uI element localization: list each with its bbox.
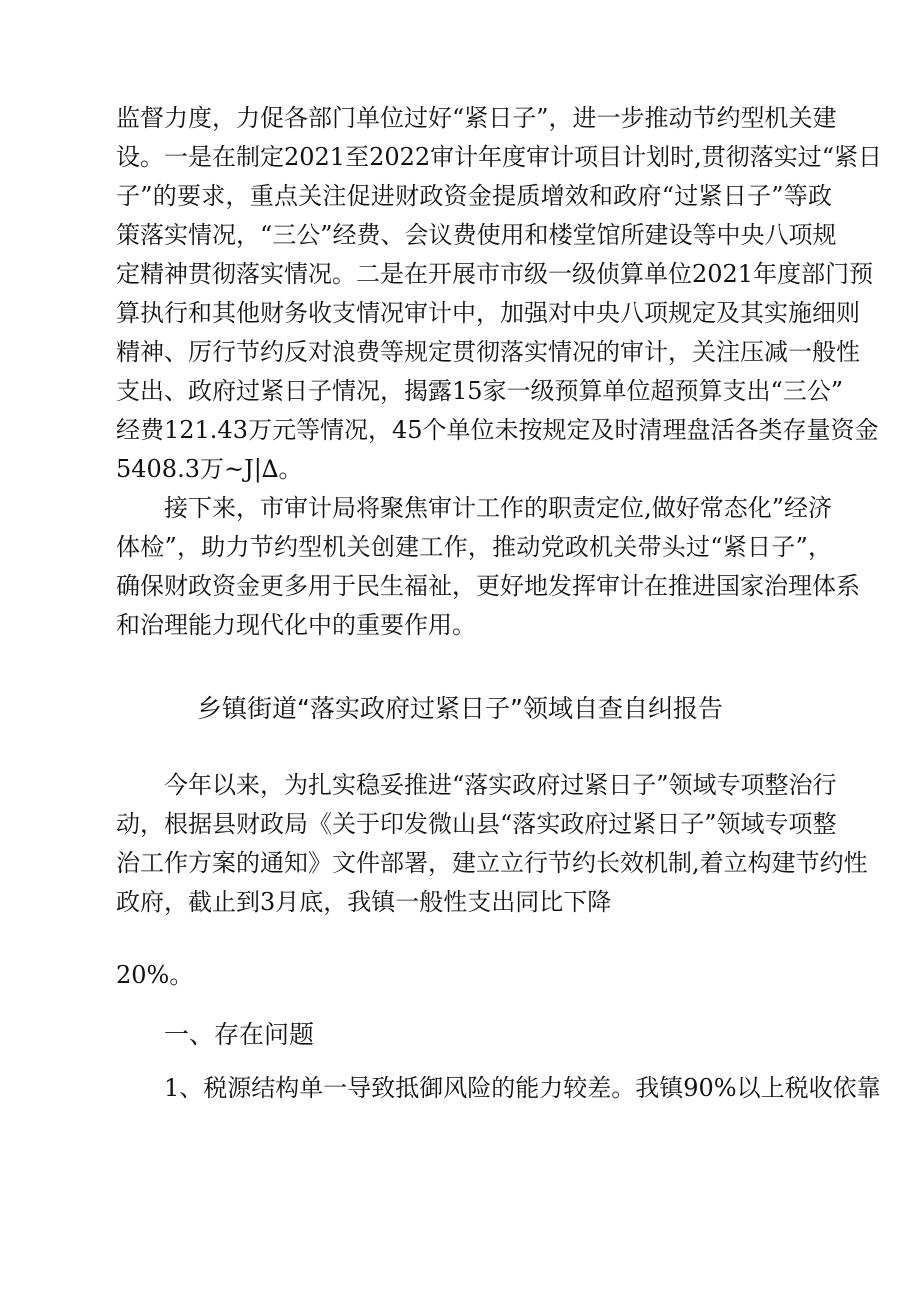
paragraph-line: 子”的要求，重点关注促进财政资金提质增效和政府“过紧日子”等政 [116,182,832,210]
paragraph-line: 和治理能力现代化中的重要作用。 [116,611,476,639]
paragraph-line: 算执行和其他财务收支情况审计中，加强对中央八项规定及其实施细则 [116,299,860,327]
paragraph-line: 治工作方案的通知》文件部署，建立立行节约长效机制,着立构建节约性 [116,849,868,877]
paragraph-line: 支出、政府过紧日子情况，揭露15家一级预算单位超预算支出“三公” [116,377,844,405]
paragraph-line: 政府，截止到3月底，我镇一般性支出同比下降 [116,888,612,916]
paragraph-line: 经费121.43万元等情况，45个单位未按规定及时清理盘活各类存量资金 [116,416,879,444]
percent-line: 20%。 [116,961,194,989]
paragraph-line: 接下来，市审计局将聚焦审计工作的职责定位,做好常态化”经济 [164,494,832,522]
paragraph-line: 策落实情况，“三公”经费、会议费使用和楼堂馆所建设等中央八项规 [116,221,837,249]
paragraph-line: 监督力度，力促各部门单位过好“紧日子”，进一步推动节约型机关建 [116,104,837,132]
paragraph-line: 确保财政资金更多用于民生福祉，更好地发挥审计在推进国家治理体系 [116,572,860,600]
paragraph-line: 5408.3万~J|∆。 [116,455,303,483]
paragraph-line: 动，根据县财政局《关于印发微山县“落实政府过紧日子”领域专项整 [116,810,837,838]
paragraph-line: 精神、厉行节约反对浪费等规定贯彻落实情况的审计，关注压减一般性 [116,338,860,366]
section-heading: 一、存在问题 [164,1020,315,1049]
list-item: 1、税源结构单一导致抵御风险的能力较差。我镇90%以上税收依靠 [164,1074,881,1102]
report-title: 乡镇街道“落实政府过紧日子”领域自查自纠报告 [197,694,723,723]
paragraph-line: 体检”，助力节约型机关创建工作，推动党政机关带头过“紧日子”， [116,533,832,561]
paragraph-line: 今年以来，为扎实稳妥推进“落实政府过紧日子”领域专项整治行 [164,771,837,799]
paragraph-line: 设。一是在制定2021至2022审计年度审计项目计划时,贯彻落实过“紧日 [116,143,883,171]
paragraph-line: 定精神贯彻落实情况。二是在开展市市级一级侦算单位2021年度部门预 [116,260,874,288]
